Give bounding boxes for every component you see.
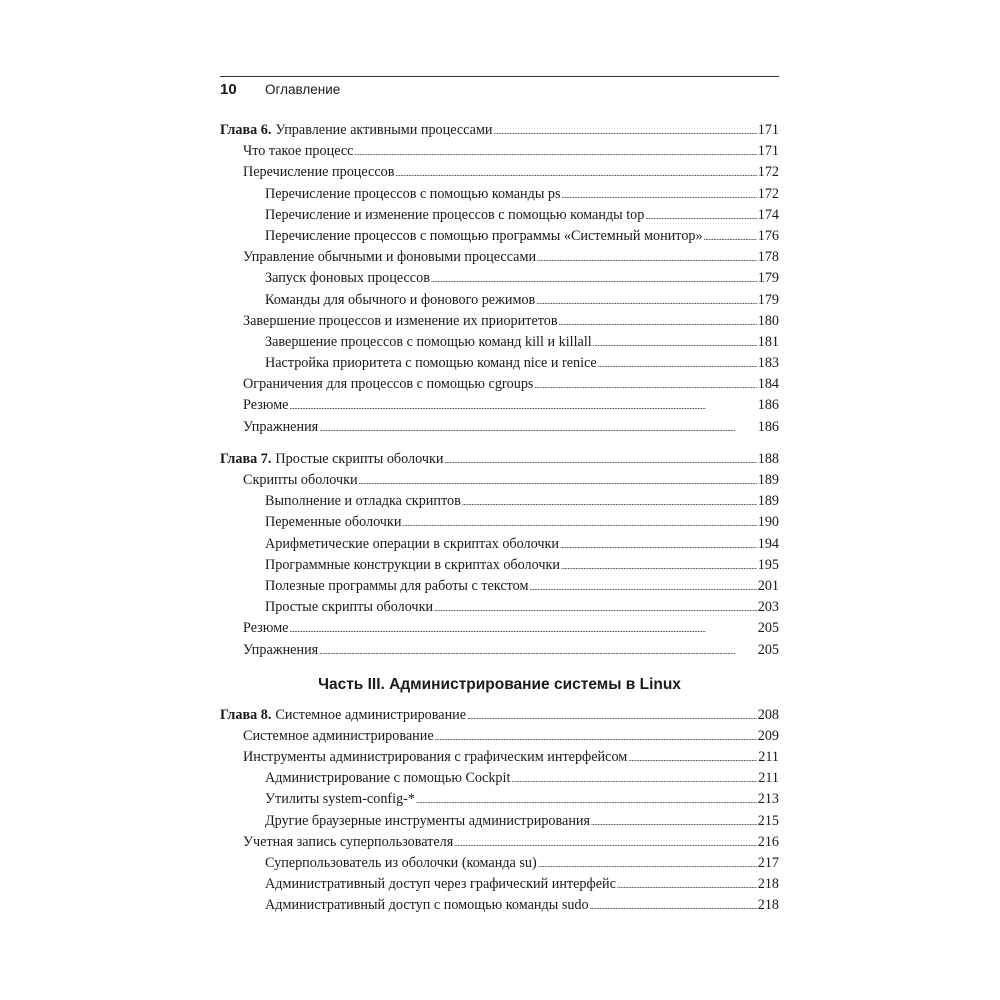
toc-entry [220,620,779,641]
page-ref: 188 [757,450,779,467]
dot-leader [359,472,757,489]
toc-entry-title: Простые скрипты оболочки [265,599,434,616]
toc-entry [220,578,779,599]
dot-leader [560,536,757,553]
toc-entry-title: Скрипты оболочки [243,472,358,488]
toc-entry-title: Административный доступ с помощью команды sudo [265,897,589,914]
toc-entry [220,164,779,185]
toc-entry [220,292,779,313]
dot-leader [562,186,757,203]
dot-leader [454,834,756,851]
toc-entry [220,876,779,897]
chapter-label: Глава 8. [220,706,272,723]
page-header [220,76,779,103]
page-ref: 172 [757,164,779,181]
page-ref: 218 [757,897,779,914]
toc-entry-title: Запуск фоновых процессов [265,270,430,287]
dot-leader [319,642,757,659]
page-ref: 216 [757,833,779,850]
toc-entry [220,376,779,397]
page-ref: 186 [757,397,779,414]
toc-entry-title: Арифметические операции в скриптах оболочки [265,535,559,552]
toc-entry-title: Системное администрирование [243,727,434,744]
dot-leader [289,397,756,414]
toc-entry [220,249,779,270]
toc-entry-title: Перечисление процессов с помощью программы «Системный монитор» [265,227,703,244]
page-ref: 211 [758,749,779,766]
toc-entry-title: Перечисление и изменение процессов с помощью команды top [265,206,645,223]
dot-leader [444,451,756,468]
toc-entry [220,855,779,876]
toc-entry [220,813,779,834]
page-ref: 190 [757,514,779,531]
toc-entry [220,334,779,355]
page-ref: 179 [757,291,779,308]
page-ref: 194 [757,535,779,552]
dot-leader [538,855,757,872]
toc-entry-title: Переменные оболочки [265,514,402,531]
dot-leader [529,578,756,595]
toc-entry-title: Административный доступ через графический интерфейс [265,876,616,893]
toc-entry [220,228,779,249]
dot-leader [434,599,757,616]
dot-leader [416,791,757,808]
toc-chapter-entry [220,451,779,472]
dot-leader [289,620,756,637]
dot-leader [645,207,756,224]
page-ref: 205 [757,620,779,637]
page-ref: 179 [757,270,779,287]
dot-leader [559,313,757,330]
page-ref: 218 [757,876,779,893]
toc-entry [220,897,779,918]
toc-entry [220,355,779,376]
page-ref: 203 [757,599,779,616]
toc-entry [220,642,779,663]
toc-entry-title: Завершение процессов с помощью команд kill и killall [265,333,592,350]
dot-leader [431,270,757,287]
toc-entry [220,207,779,228]
page-ref: 184 [757,376,779,393]
page-ref: 171 [757,143,779,160]
dot-leader [435,728,757,745]
page-ref: 172 [757,185,779,202]
toc-entry-title: Выполнение и отладка скриптов [265,493,461,510]
toc-entry-title: Полезные программы для работы с текстом [265,577,529,594]
toc-chapter-entry [220,707,779,728]
page-ref: 171 [757,122,779,138]
dot-leader [319,419,757,436]
chapter-spacer [220,440,779,451]
chapter-label: Глава 6. [220,122,272,138]
toc-entry-title: Завершение процессов и изменение их приоритетов [243,312,558,329]
toc-entry-title: Программные конструкции в скриптах оболочки [265,556,560,573]
page-ref: 217 [757,855,779,871]
toc-chapter-entry [220,122,779,143]
dot-leader [536,292,756,309]
page-ref: 183 [757,355,779,372]
toc-entry [220,472,779,493]
page-ref: 186 [757,418,779,435]
dot-leader [590,897,757,914]
toc-entry-title: Упражнения [243,641,319,658]
dot-leader [593,334,757,351]
toc-entry [220,493,779,514]
toc-entry [220,270,779,291]
dot-leader [534,376,756,393]
toc-entry-title: Утилиты system-config-* [265,791,415,808]
dot-leader [467,707,757,724]
toc-entry [220,770,779,791]
toc-entry-title: Администрирование с помощью Cockpit [265,770,511,787]
toc-entry [220,728,779,749]
page-ref: 189 [757,493,779,510]
page-ref: 215 [757,812,779,829]
toc-entry-title: Инструменты администрирования с графическим интерфейсом [243,749,628,766]
dot-leader [511,770,757,787]
toc-entry-title: Другие браузерные инструменты администрирования [265,812,591,829]
dot-leader [537,249,757,266]
chapter-label: Глава 7. [220,450,272,467]
toc-entry-title: Резюме [243,620,289,637]
page-ref: 181 [757,333,779,350]
page-ref: 211 [758,770,779,787]
dot-leader [704,228,757,245]
part-heading: Часть III. Администрирование системы в Linux [318,675,681,693]
chapter-title: Системное администрирование [275,706,467,723]
toc-entry-title: Ограничения для процессов с помощью cgroups [243,376,534,393]
toc-entry [220,791,779,812]
dot-leader [402,514,756,531]
toc-entry [220,143,779,164]
toc-entry-title: Что такое процесс [243,143,354,160]
table-of-contents [220,122,779,919]
toc-entry [220,514,779,535]
page-ref: 205 [757,641,779,658]
toc-entry [220,557,779,578]
chapter-title: Управление активными процессами [275,122,493,138]
toc-entry-title: Перечисление процессов с помощью команды ps [265,185,561,202]
toc-entry-title: Настройка приоритета с помощью команд nice и renice [265,355,597,372]
dot-leader [494,122,757,139]
toc-entry [220,397,779,418]
page-ref: 195 [757,556,779,573]
dot-leader [395,164,756,181]
page-ref: 174 [757,206,779,223]
toc-entry-title: Упражнения [243,418,319,435]
dot-leader [628,749,757,766]
page-number: 10 [220,81,237,98]
toc-entry-title: Перечисление процессов [243,164,395,181]
toc-entry [220,186,779,207]
page-ref: 176 [757,227,779,244]
dot-leader [561,557,757,574]
dot-leader [591,813,757,830]
dot-leader [617,876,757,893]
toc-entry [220,834,779,855]
chapter-title: Простые скрипты оболочки [275,450,444,467]
dot-leader [462,493,757,510]
toc-entry [220,419,779,440]
toc-entry [220,536,779,557]
page-ref: 201 [757,577,779,594]
dot-leader [354,143,756,160]
page-ref: 189 [757,472,779,488]
toc-entry-title: Учетная запись суперпользователя [243,833,454,850]
page-ref: 213 [757,791,779,808]
toc-entry [220,599,779,620]
toc-entry [220,313,779,334]
running-head: Оглавление [265,82,341,97]
toc-entry-title: Резюме [243,397,289,414]
toc-entry-title: Суперпользователь из оболочки (команда su) [265,855,537,871]
page-ref: 180 [757,312,779,329]
toc-entry [220,749,779,770]
dot-leader [598,355,757,372]
page-ref: 209 [757,727,779,744]
toc-entry-title: Команды для обычного и фонового режимов [265,291,536,308]
page-ref: 178 [757,249,779,266]
toc-entry-title: Управление обычными и фоновыми процессами [243,249,537,266]
page-ref: 208 [757,706,779,723]
